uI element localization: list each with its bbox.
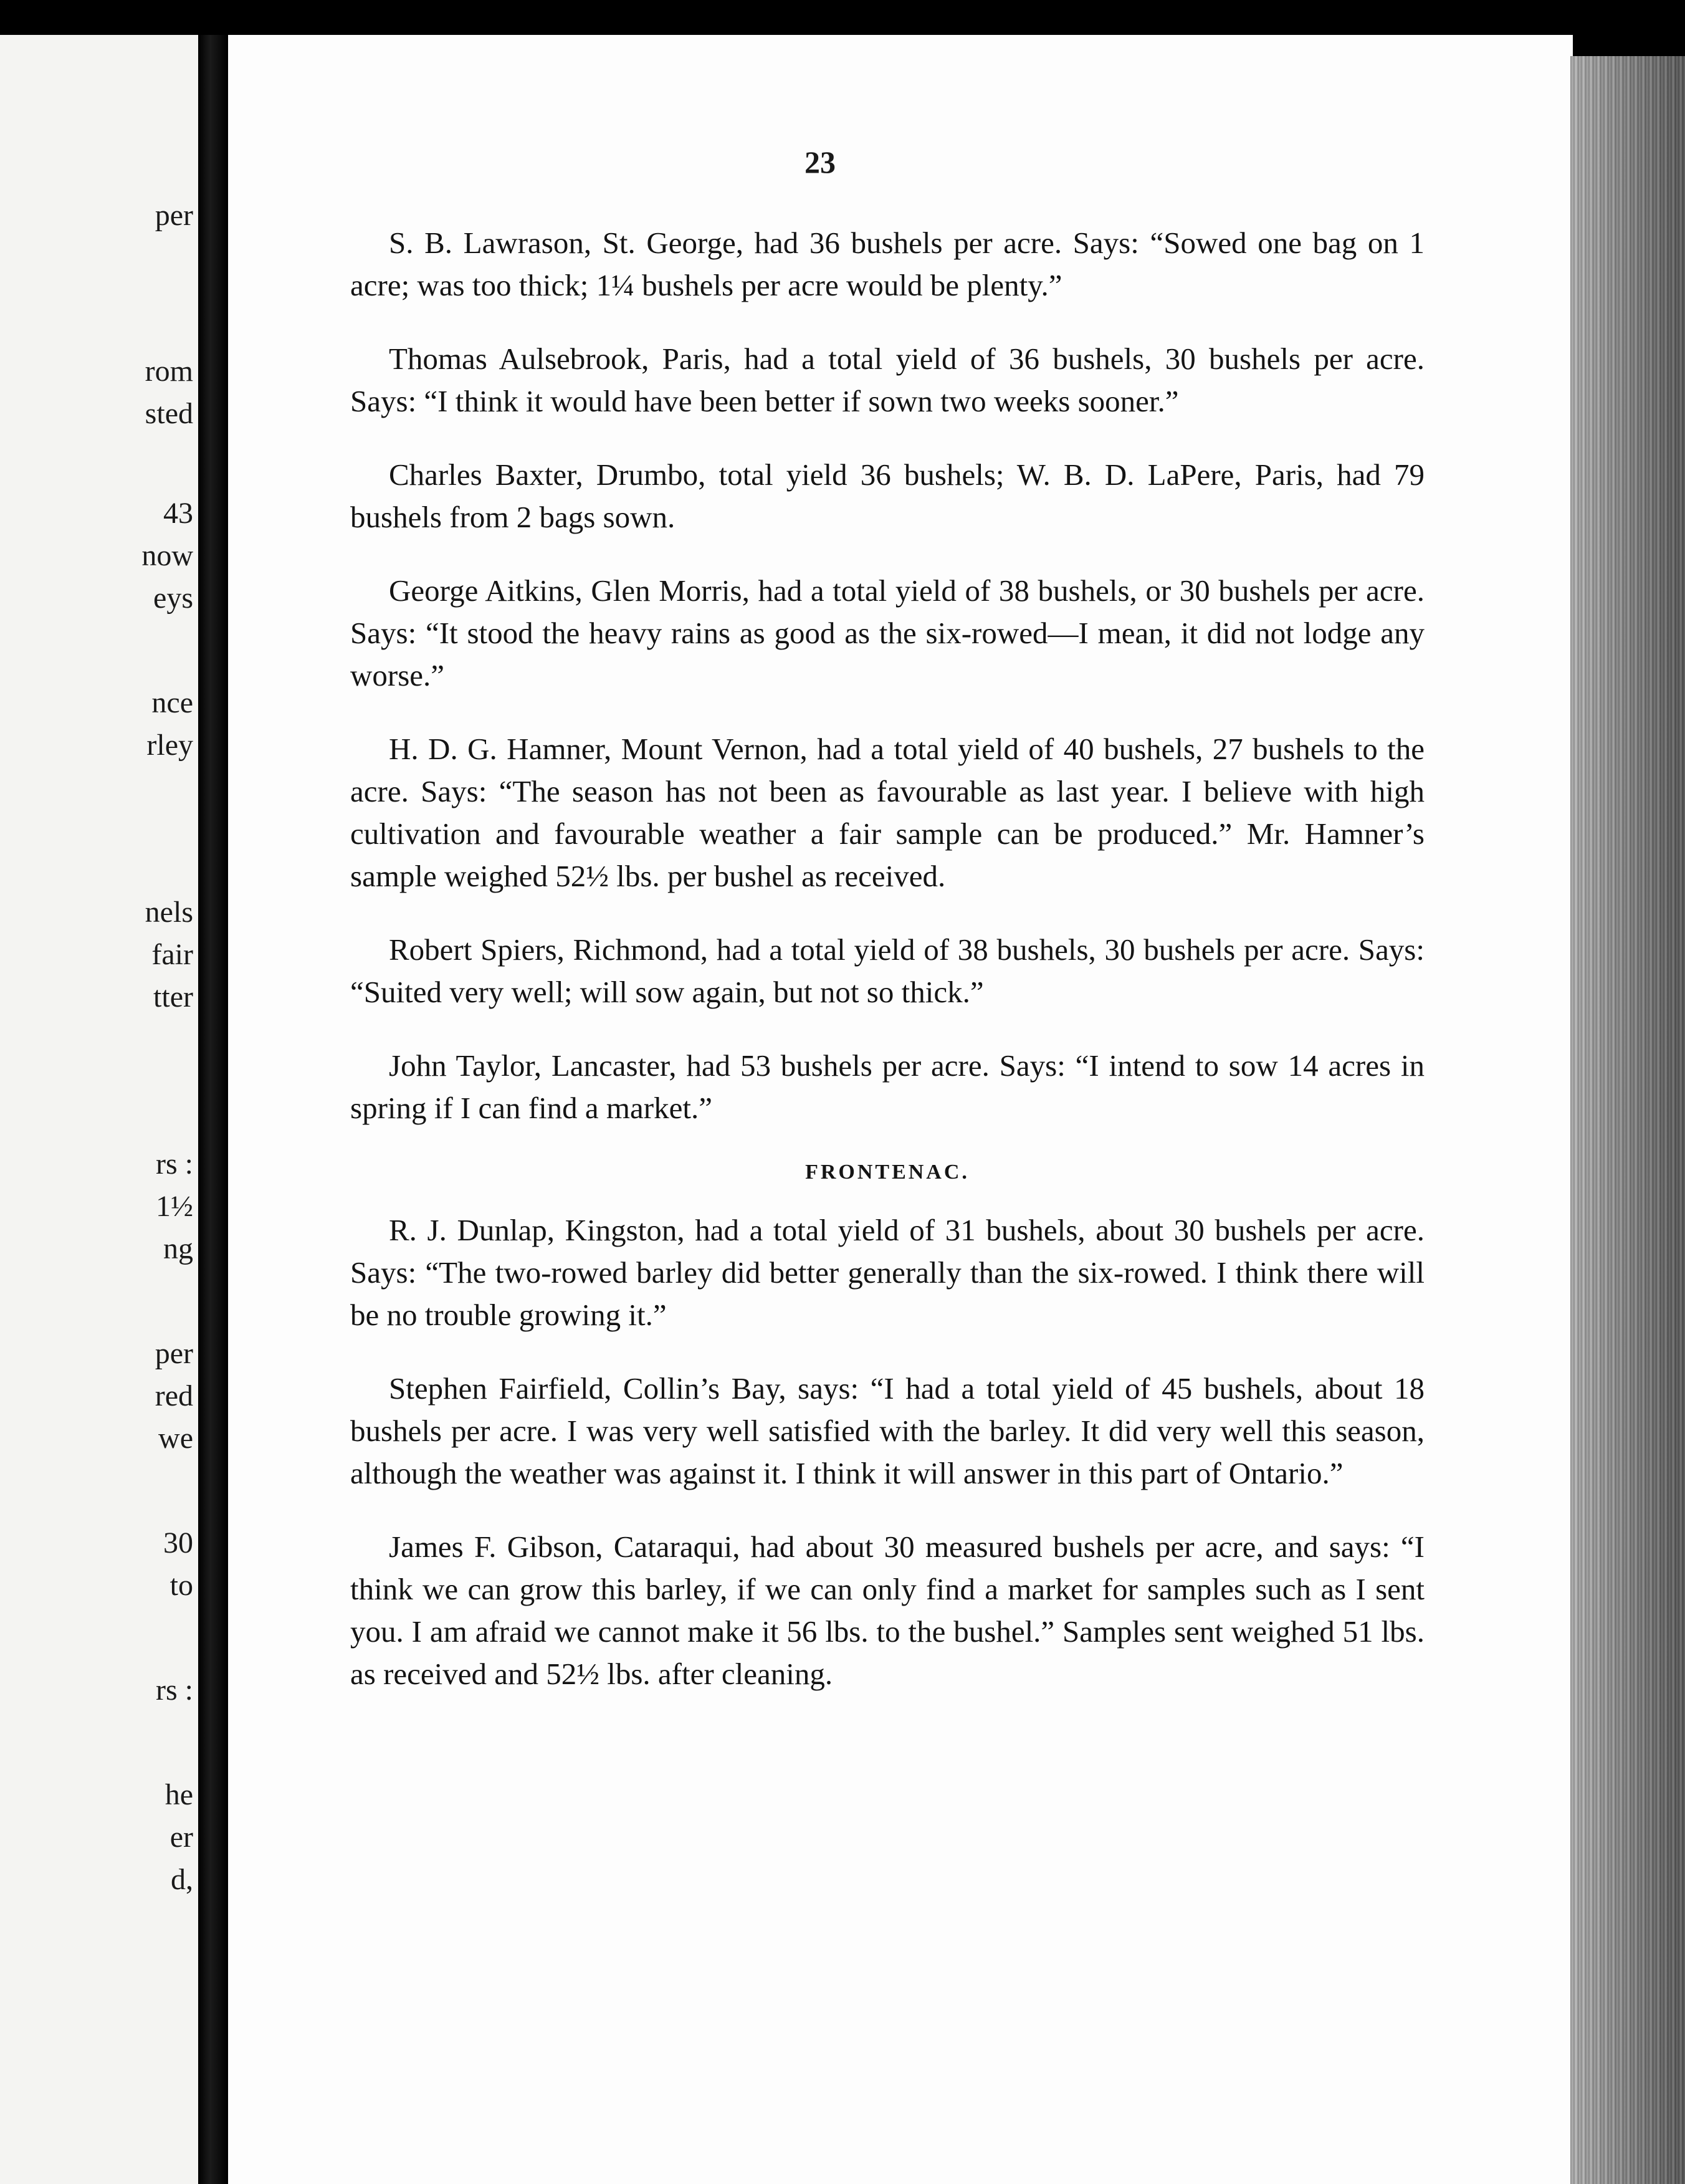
scan-top-border <box>0 0 1685 37</box>
left-page-fragment: we <box>158 1422 193 1455</box>
left-page-fragment: per <box>155 199 193 232</box>
entry-paragraph: S. B. Lawrason, St. George, had 36 bushels per acre. Says: “Sowed one bag on 1 acre; was too thick; 1¼ bushels per acre would be plenty.” <box>350 226 1425 302</box>
left-page-fragment: 43 <box>163 497 193 530</box>
entry-paragraph: James F. Gibson, Cataraqui, had about 30 measured bushels per acre, and says: “I think we can grow this barley, if we can only find a market for samples such as I sent you. I am afraid we cannot make it 56 lbs. to the bushel.” Samples sent weighed 51 lbs. as received and 52½ lbs. after cleaning. <box>350 1530 1425 1691</box>
left-page-fragment: 30 <box>163 1526 193 1559</box>
left-page-fragment: rley <box>146 729 193 762</box>
entry-paragraph: Charles Baxter, Drumbo, total yield 36 bushels; W. B. D. LaPere, Paris, had 79 bushels from 2 bags sown. <box>350 457 1425 534</box>
entry-paragraph: Thomas Aulsebrook, Paris, had a total yield of 36 bushels, 30 bushels per acre. Says: “I think it would have been better if sown two weeks sooner.” <box>350 342 1425 418</box>
left-page-fragment: to <box>169 1569 193 1602</box>
left-page-fragment: now <box>141 539 193 572</box>
entry-paragraph: R. J. Dunlap, Kingston, had a total yield of 31 bushels, about 30 bushels per acre. Says: “The two-rowed barley did better generally than the six-rowed. I think there will be no trouble growing it.” <box>350 1213 1425 1332</box>
left-page-fragment: he <box>165 1778 193 1811</box>
left-page-fragment: 1½ <box>156 1190 193 1223</box>
left-page-fragment: per <box>155 1337 193 1370</box>
left-page-fragment: nce <box>151 686 193 719</box>
left-page-fragment: rs : <box>156 1674 193 1707</box>
left-page-fragment: rs : <box>156 1147 193 1181</box>
left-page-fragment: fair <box>151 938 193 971</box>
book-page-edges <box>1570 56 1685 2184</box>
book-gutter <box>198 35 228 2184</box>
facing-page-left <box>0 35 198 2184</box>
left-page-fragment: sted <box>145 397 193 430</box>
left-page-fragment: d, <box>171 1863 193 1896</box>
entry-paragraph: John Taylor, Lancaster, had 53 bushels per acre. Says: “I intend to sow 14 acres in spring if I can find a market.” <box>350 1048 1425 1125</box>
left-page-fragment: rom <box>145 355 193 388</box>
page-number: 23 <box>804 145 836 180</box>
left-page-fragment: nels <box>145 896 193 929</box>
entry-paragraph: Robert Spiers, Richmond, had a total yield of 38 bushels, 30 bushels per acre. Says: “Suited very well; will sow again, but not so thick.” <box>350 932 1425 1009</box>
page-body <box>350 222 1425 1727</box>
left-page-fragment: er <box>169 1821 193 1854</box>
left-page-fragment: red <box>155 1379 193 1412</box>
entry-paragraph: George Aitkins, Glen Morris, had a total yield of 38 bushels, or 30 bushels per acre. Says: “It stood the heavy rains as good as the six-rowed—I mean, it did not lodge any worse.” <box>350 573 1425 692</box>
entry-paragraph: H. D. G. Hamner, Mount Vernon, had a total yield of 40 bushels, 27 bushels to the acre. Says: “The season has not been as favourable as last year. I believe with high cultivation and favourable weather a fair sample can be produced.” Mr. Hamner’s sample weighed 52½ lbs. per bushel as received. <box>350 732 1425 893</box>
left-page-fragment: ng <box>163 1232 193 1265</box>
section-heading: FRONTENAC. <box>805 1161 970 1184</box>
entry-paragraph: Stephen Fairfield, Collin’s Bay, says: “I had a total yield of 45 bushels, about 18 bushels per acre. I was very well satisfied with the barley. It did very well this season, although the weather was against it. I think it will answer in this part of Ontario.” <box>350 1371 1425 1490</box>
book-page <box>228 35 1573 2184</box>
left-page-fragment: tter <box>153 980 193 1013</box>
left-page-fragment: eys <box>153 582 193 615</box>
